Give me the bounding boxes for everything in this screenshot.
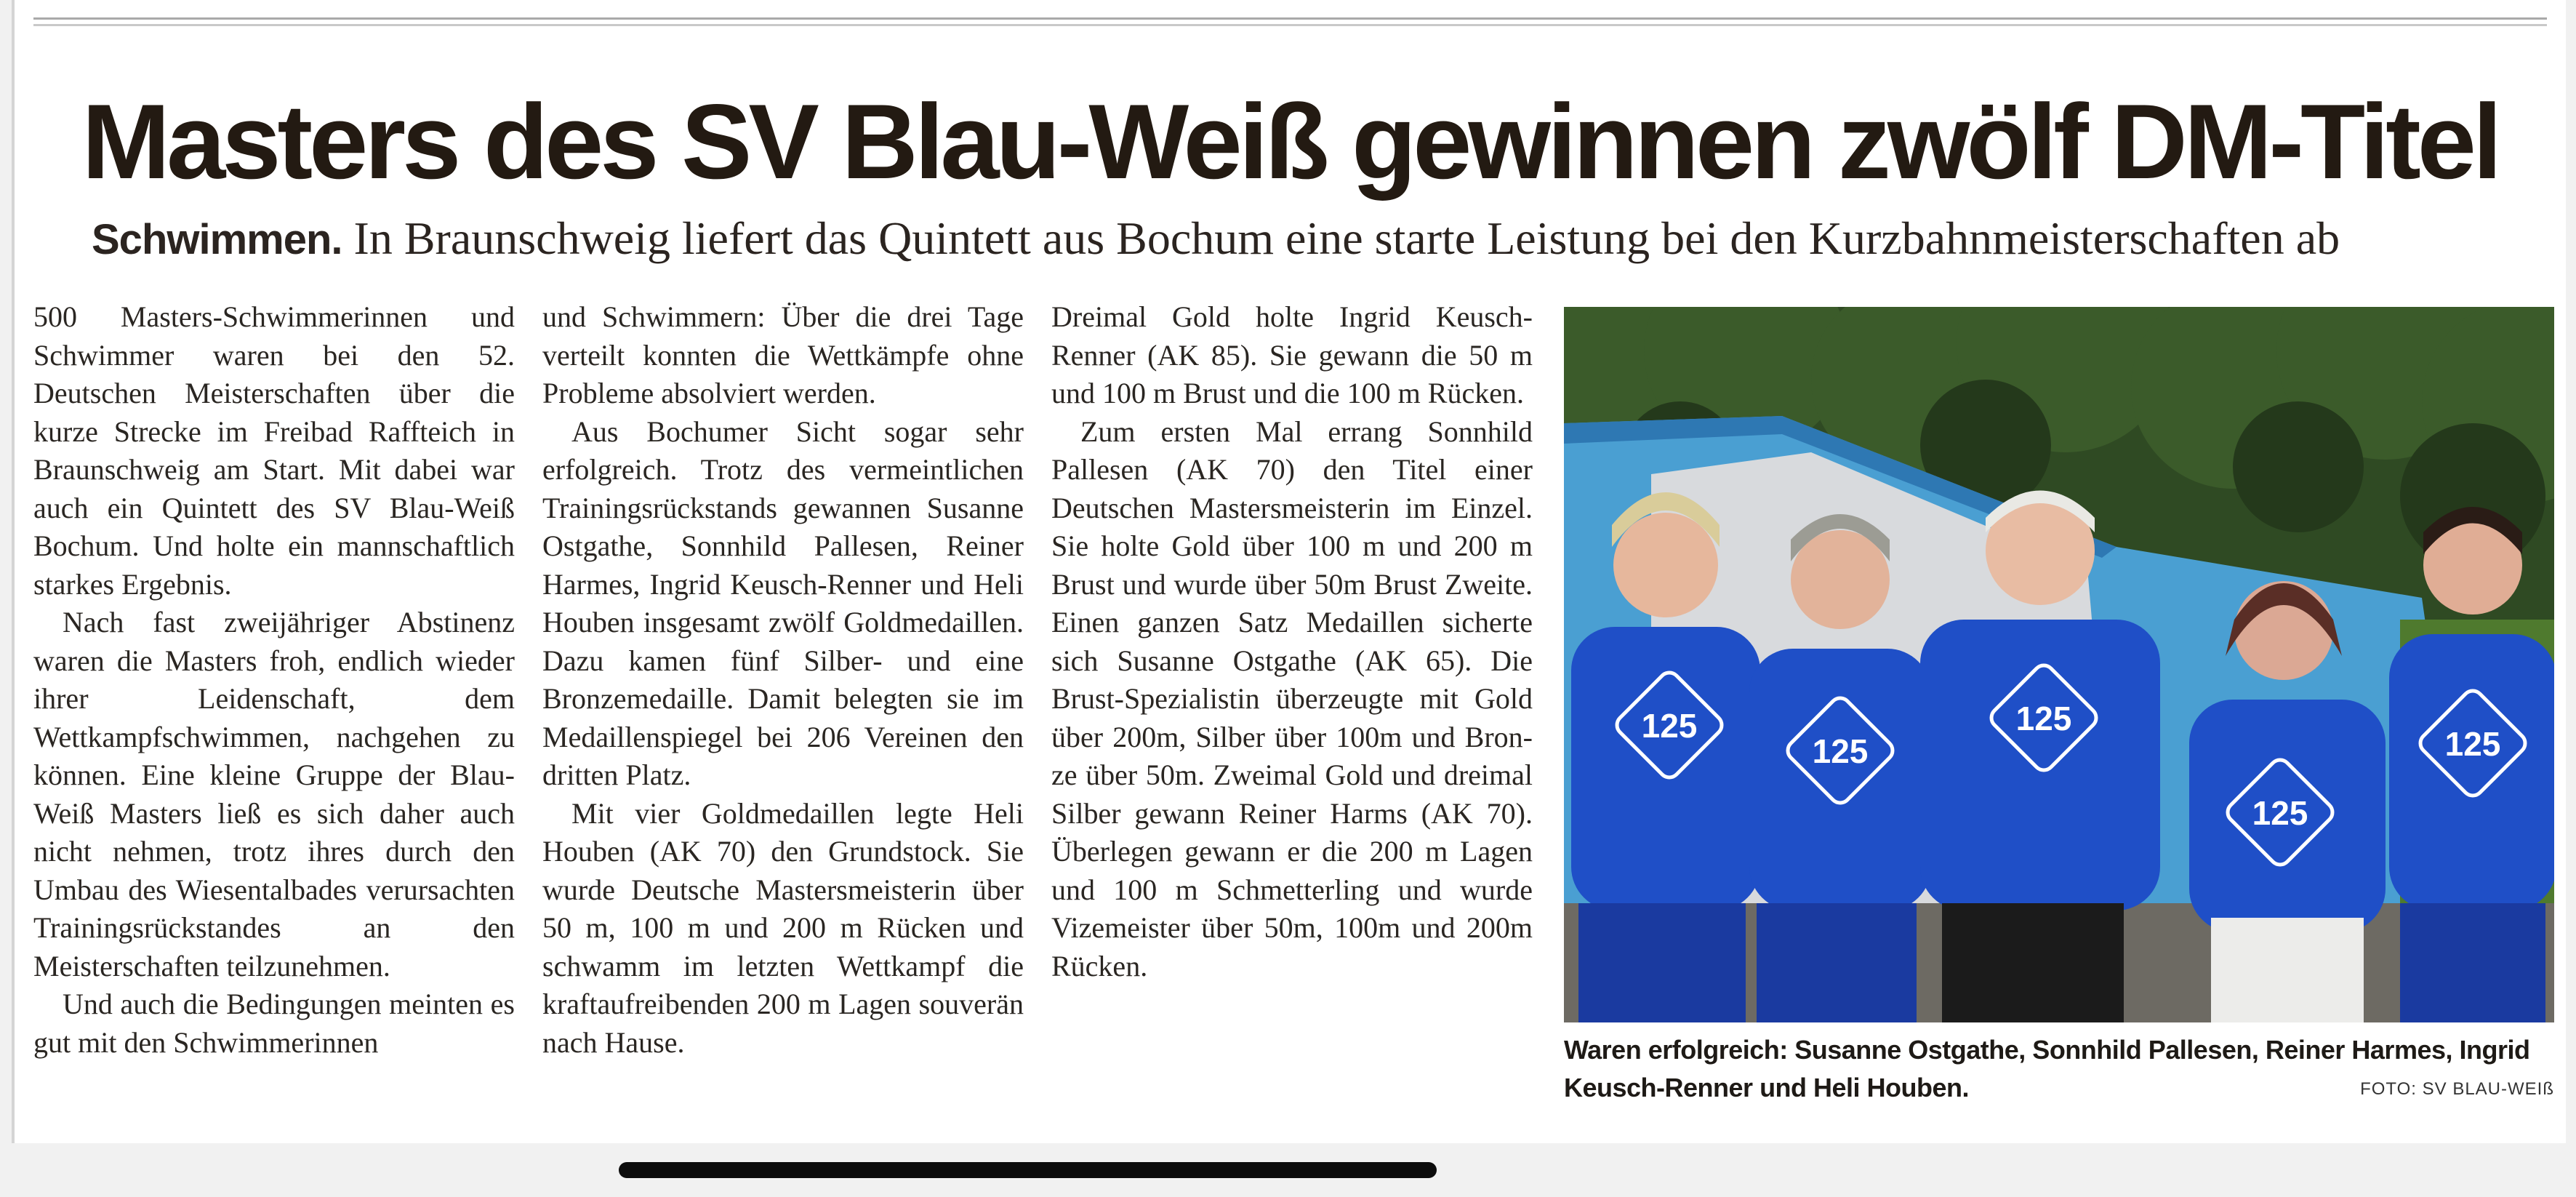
paragraph: Nach fast zweijähriger Abstinenz waren die Masters froh, endlich wieder ihrer Leidenschaft, dem Wettkampfschwimmen, nachgehen zu können. Eine kleine Gruppe der Blau-Weiß Masters ließ es sich daher auch nicht nehmen, trotz ihres durch den Umbau des Wiesentalbades verursachten Trainingsrückstandes an den Meisterschaften teilzunehmen. — [33, 606, 515, 982]
subheadline — [92, 206, 2340, 273]
team-photo-illustration — [1564, 307, 2554, 1022]
paragraph: und Schwimmern: Über die drei Tage verteilt konnten die Wettkämpfe ohne Probleme absolviert werden. — [542, 300, 1024, 409]
text-column-1 — [33, 298, 515, 1062]
photo-caption: Waren erfolgreich: Susanne Ostgathe, Sonnhild Pallesen, Reiner Harmes, Ingrid Keusch-Renner und Heli Houben. — [1564, 1035, 2530, 1102]
svg-text:125: 125 — [1812, 732, 1869, 770]
newspaper-article — [12, 0, 2566, 1143]
svg-text:125: 125 — [2015, 700, 2072, 737]
paragraph: Und auch die Bedingungen meinten es gut mit den Schwimmerinnen — [33, 988, 515, 1059]
subheadline-text: In Braunschweig liefert das Quintett aus Bochum eine starte Leistung bei den Kurzbahnmeisterschaften ab — [353, 212, 2340, 264]
top-rule-secondary — [33, 24, 2547, 26]
svg-text:125: 125 — [2444, 725, 2501, 763]
svg-text:125: 125 — [2252, 794, 2308, 832]
team-photo — [1564, 307, 2554, 1022]
svg-text:125: 125 — [1641, 707, 1698, 745]
photo-credit: FOTO: SV BLAU-WEIß — [2360, 1079, 2554, 1099]
subheadline-kicker: Schwimmen. — [92, 216, 342, 263]
home-indicator-bar[interactable] — [619, 1162, 1437, 1178]
paragraph: Mit vier Goldmedaillen legte Heli Houben (AK 70) den Grundstock. Sie wurde Deutsche Mastersmeisterin über 50 m, 100 m und 200 m Rücken und schwamm im letzten Wettkampf die kraftaufreibenden 200 m Lagen souverän nach Hause. — [542, 796, 1024, 1059]
paragraph: 500 Masters-Schwimmerinnen und Schwimmer waren bei den 52. Deutschen Meisterschaften über die kurze Strecke im Freibad Raffteich in Braunschweig am Start. Mit dabei war auch ein Quintett des SV Blau-Weiß Bochum. Und holte ein mannschaftlich starkes Ergebnis. — [33, 300, 515, 601]
paragraph: Aus Bochumer Sicht sogar sehr erfolgreich. Trotz des vermeintlichen Trainingsrückstands gewannen Susanne Ostgathe, Sonnhild Pallesen, Reiner Harmes, Ingrid Keusch-Renner und Heli Houben insgesamt zwölf Goldmedaillen. Dazu kamen fünf Silber- und eine Bronzemedaille. Damit belegten sie im Medaillenspiegel bei 206 Vereinen den dritten Platz. — [542, 415, 1024, 791]
paragraph: Zum ersten Mal errang Sonnhild Pallesen (AK 70) den Titel einer Deutschen Mastersmeisterin im Einzel. Sie holte Gold über 100 m und 200 m Brust und wurde über 50m Brust Zweite. Einen ganzen Satz Medaillen sicherte sich Susanne Ostgathe (AK 65). Die Brust-Spezialistin überzeugte mit Gold über 200m, Silber über 100m und Bronze über 50m. Zweimal Gold und dreimal Silber gewann Reiner Harms (AK 70). Überlegen gewann er die 200 m Lagen und 100 m Schmetterling und wurde Vizemeister über 50m, 100m und 200m Rücken. — [1051, 415, 1533, 982]
text-column-3 — [1051, 298, 1533, 985]
text-column-2 — [542, 298, 1024, 1062]
headline: Masters des SV Blau-Weiß gewinnen zwölf DM-Titel — [81, 82, 2499, 201]
top-rule — [33, 17, 2547, 20]
paragraph: Dreimal Gold holte Ingrid Keusch-Renner (AK 85). Sie gewann die 50 m und 100 m Brust und die 100 m Rücken. — [1051, 300, 1533, 409]
